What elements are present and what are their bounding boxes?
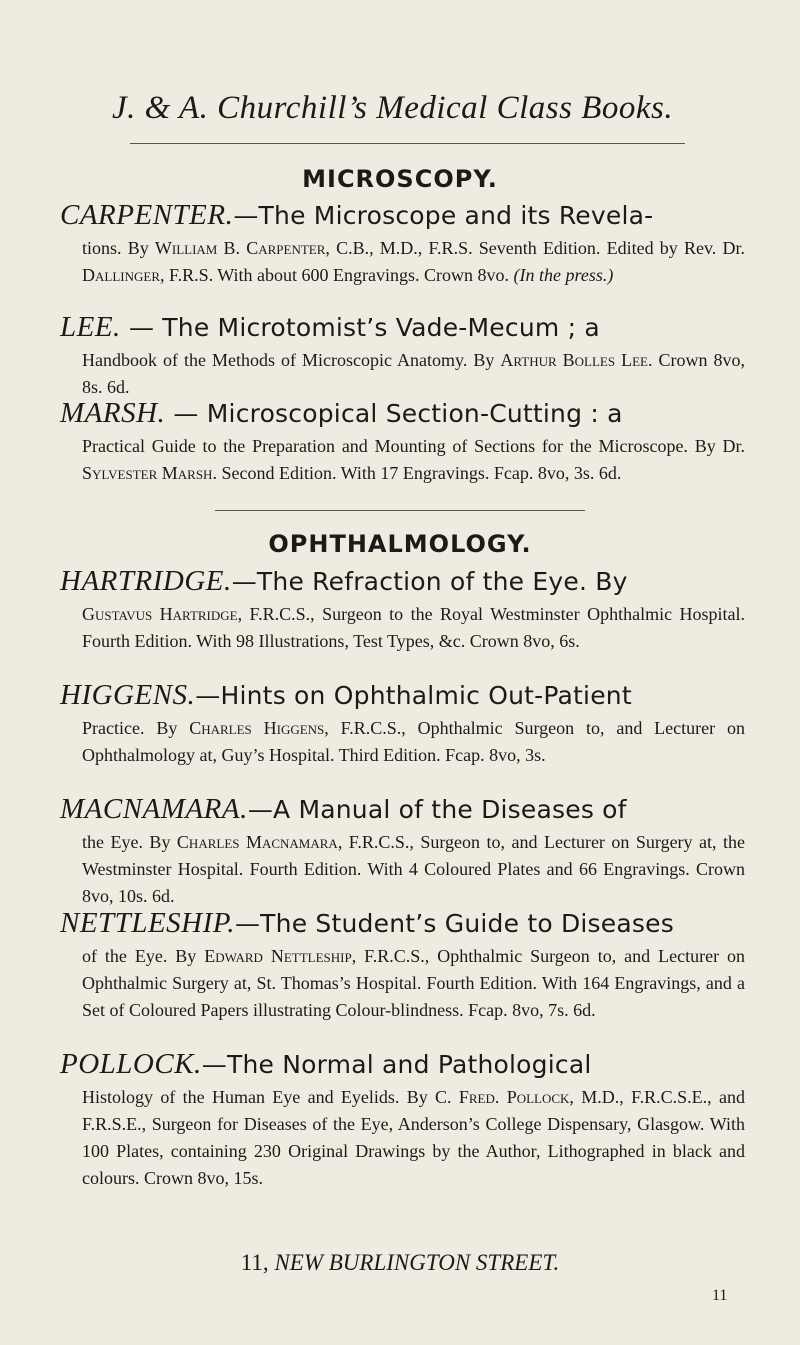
entry-author: LEE. <box>60 311 121 343</box>
entry-title: —A Manual of the Diseases of <box>247 795 627 824</box>
entry-author: POLLOCK. <box>60 1048 202 1080</box>
entry-author: HARTRIDGE. <box>60 565 232 597</box>
entry-description: Practice. By Charles Higgens, F.R.C.S., Ophthalmic Surgeon to, and Lecturer on Ophthalmology at, Guy’s Hospital. Third Edition. Fcap. 8vo, 3s. <box>82 718 745 765</box>
entry-author: NETTLESHIP. <box>60 907 235 939</box>
entry-author: HIGGENS. <box>60 679 196 711</box>
entry-higgens <box>60 676 745 769</box>
address-street: NEW BURLINGTON STREET. <box>274 1250 560 1275</box>
entry-title: —The Microscope and its Revela- <box>233 201 654 230</box>
entry-title: — Microscopical Section-Cutting : a <box>165 399 623 428</box>
entry-hartridge <box>60 562 745 655</box>
section-divider <box>215 510 585 511</box>
header-rule <box>130 143 685 144</box>
entry-author: MARSH. <box>60 397 166 429</box>
entry-title: —The Normal and Pathological <box>201 1050 592 1079</box>
author-name: Edward Nettleship <box>204 946 352 966</box>
section-heading-ophthalmology: OPHTHALMOLOGY. <box>268 530 532 558</box>
entry-carpenter <box>60 196 745 289</box>
entry-marsh <box>60 394 745 487</box>
entry-description: Practical Guide to the Preparation and Mounting of Sections for the Microscope. By Dr. Sylvester Marsh. Second Edition. With 17 Engravings. Fcap. 8vo, 3s. 6d. <box>82 436 745 483</box>
author-name: Charles Higgens <box>189 718 325 738</box>
entry-title: —Hints on Ophthalmic Out-Patient <box>195 681 632 710</box>
entry-description: tions. By William B. Carpenter, C.B., M.D., F.R.S. Seventh Edition. Edited by Rev. Dr. Dallinger, F.R.S. With about 600 Engravings. Crown 8vo. (In the press.) <box>82 238 745 285</box>
address-number: 11, <box>240 1250 275 1275</box>
author-name: Sylvester Marsh <box>82 463 213 483</box>
entry-title: — The Microtomist’s Vade-Mecum ; a <box>120 313 600 342</box>
entry-author: MACNAMARA. <box>60 793 248 825</box>
entry-lee <box>60 308 745 401</box>
entry-macnamara <box>60 790 745 910</box>
entry-pollock <box>60 1045 745 1192</box>
author-name: Charles Macnamara <box>176 832 338 852</box>
author-name: Arthur Bolles Lee <box>500 350 648 370</box>
entry-author: CARPENTER. <box>60 199 234 231</box>
running-header: J. & A. Churchill’s Medical Class Books. <box>112 90 674 126</box>
author-name: William B. Carpenter <box>154 238 326 258</box>
entry-description: Gustavus Hartridge, F.R.C.S., Surgeon to the Royal Westminster Ophthalmic Hospital. Fourth Edition. With 98 Illustrations, Test Types, &c. Crown 8vo, 6s. <box>82 604 746 651</box>
entry-title: —The Student’s Guide to Diseases <box>234 909 674 938</box>
entry-description: Histology of the Human Eye and Eyelids. By C. Fred. Pollock, M.D., F.R.C.S.E., and F.R.S.E., Surgeon for Diseases of the Eye, Anderson’s College Dispensary, Glasgow. With 100 Plates, containing 230 Original Drawings by the Author, Lithographed in black and colours. Crown 8vo, 15s. <box>82 1087 745 1188</box>
press-note: (In the press.) <box>513 265 614 285</box>
entry-nettleship <box>60 904 745 1024</box>
entry-description: Handbook of the Methods of Microscopic Anatomy. By Arthur Bolles Lee. Crown 8vo, 8s. 6d. <box>82 350 746 397</box>
entry-description: the Eye. By Charles Macnamara, F.R.C.S., Surgeon to, and Lecturer on Surgery at, the Westminster Hospital. Fourth Edition. With 4 Coloured Plates and 66 Engravings. Crown 8vo, 10s. 6d. <box>82 832 745 906</box>
publisher-address <box>0 1250 800 1276</box>
editor-name: Dallinger <box>82 265 160 285</box>
section-heading-microscopy: MICROSCOPY. <box>302 165 498 193</box>
author-name: Fred. Pollock <box>458 1087 570 1107</box>
entry-description: of the Eye. By Edward Nettleship, F.R.C.S., Ophthalmic Surgeon to, and Lecturer on Ophthalmic Surgery at, St. Thomas’s Hospital. Fourth Edition. With 164 Engravings, and a Set of Coloured Papers illustrating Colour-blindness. Fcap. 8vo, 7s. 6d. <box>82 946 745 1020</box>
author-name: Gustavus Hartridge <box>82 604 238 624</box>
entry-title: —The Refraction of the Eye. By <box>231 567 628 596</box>
page-number: 11 <box>712 1287 728 1304</box>
